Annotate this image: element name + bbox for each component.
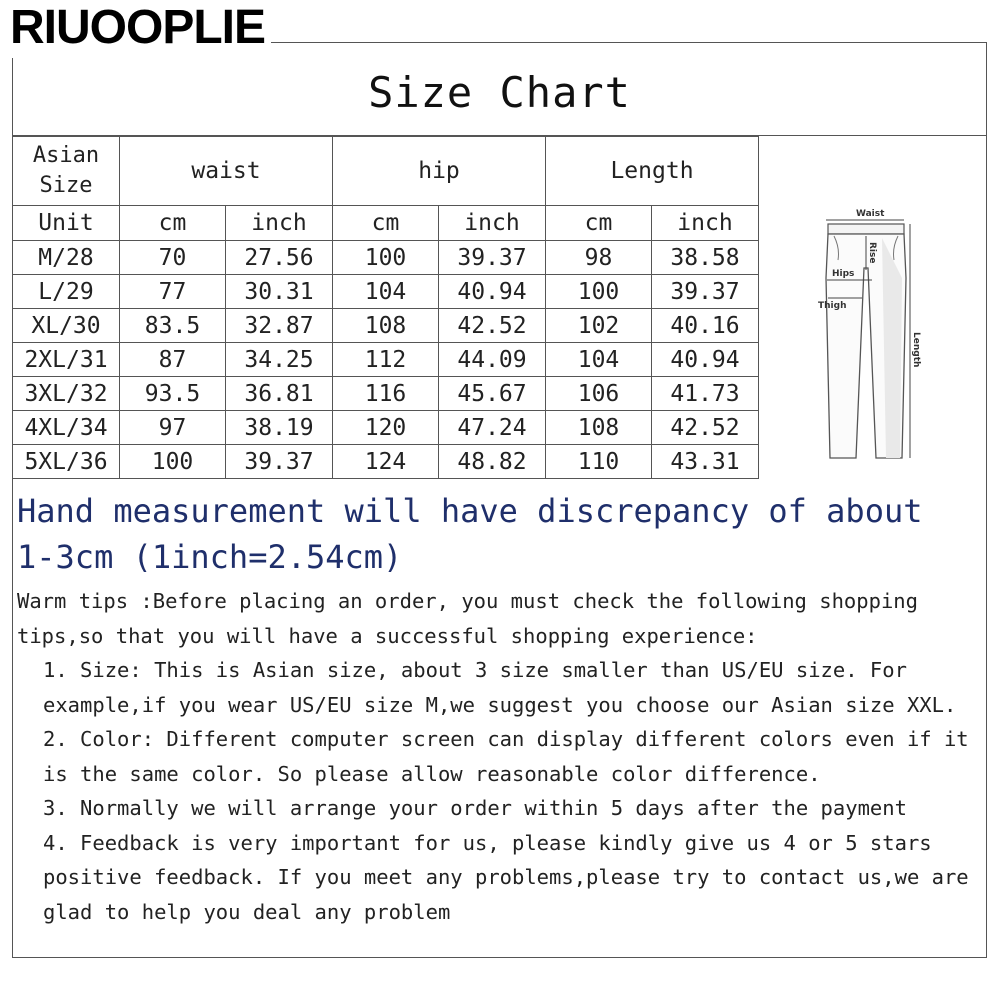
size-cell: 4XL/34 xyxy=(13,411,120,445)
value-cell: 104 xyxy=(546,343,652,377)
value-cell: 39.37 xyxy=(652,275,759,309)
size-cell: 3XL/32 xyxy=(13,377,120,411)
table-row xyxy=(13,309,759,343)
table-unit-row xyxy=(13,206,759,241)
value-cell: 34.25 xyxy=(226,343,333,377)
value-cell: 77 xyxy=(120,275,226,309)
value-cell: 38.19 xyxy=(226,411,333,445)
value-cell: 40.16 xyxy=(652,309,759,343)
value-cell: 108 xyxy=(546,411,652,445)
size-cell: 5XL/36 xyxy=(13,445,120,479)
unit-cell: cm xyxy=(120,206,226,241)
tip-feedback: 4. Feedback is very important for us, please kindly give us 4 or 5 stars positive feedback. If you meet any problems,please try to contact us,we are glad to help you deal any problem xyxy=(43,830,969,924)
value-cell: 47.24 xyxy=(439,411,546,445)
measurement-note: Hand measurement will have discrepancy of about 1-3cm (1inch=2.54cm) xyxy=(17,492,923,576)
tip-color: 2. Color: Different computer screen can display different colors even if it is the same color. So please allow reasonable color difference. xyxy=(43,727,969,786)
brand-logo: RIUOOPLIE xyxy=(10,0,271,58)
pants-diagram xyxy=(812,208,930,468)
value-cell: 93.5 xyxy=(120,377,226,411)
unit-cell: cm xyxy=(333,206,439,241)
size-cell: M/28 xyxy=(13,241,120,275)
size-cell: 2XL/31 xyxy=(13,343,120,377)
page-title: Size Chart xyxy=(12,42,987,136)
value-cell: 38.58 xyxy=(652,241,759,275)
size-cell: L/29 xyxy=(13,275,120,309)
value-cell: 48.82 xyxy=(439,445,546,479)
table-row xyxy=(13,411,759,445)
unit-cell: inch xyxy=(226,206,333,241)
value-cell: 70 xyxy=(120,241,226,275)
value-cell: 112 xyxy=(333,343,439,377)
hips-label: Hips xyxy=(832,269,855,279)
value-cell: 106 xyxy=(546,377,652,411)
tip-shipping: 3. Normally we will arrange your order within 5 days after the payment xyxy=(43,796,907,820)
value-cell: 100 xyxy=(546,275,652,309)
unit-cell: cm xyxy=(546,206,652,241)
value-cell: 40.94 xyxy=(652,343,759,377)
value-cell: 100 xyxy=(333,241,439,275)
value-cell: 97 xyxy=(120,411,226,445)
value-cell: 39.37 xyxy=(226,445,333,479)
value-cell: 42.52 xyxy=(652,411,759,445)
length-header: Length xyxy=(546,137,759,206)
size-cell: XL/30 xyxy=(13,309,120,343)
value-cell: 120 xyxy=(333,411,439,445)
asian-size-line2: Size xyxy=(39,173,93,198)
unit-label: Unit xyxy=(13,206,120,241)
waistband xyxy=(828,224,904,234)
table-header-row xyxy=(13,137,759,206)
tip-size: 1. Size: This is Asian size, about 3 size smaller than US/EU size. For example,if you wear US/EU size M,we suggest you choose our Asian size XXL. xyxy=(43,658,957,717)
value-cell: 42.52 xyxy=(439,309,546,343)
warm-tips xyxy=(17,584,982,929)
table-row xyxy=(13,445,759,479)
value-cell: 40.94 xyxy=(439,275,546,309)
asian-size-line1: Asian xyxy=(32,143,100,168)
value-cell: 98 xyxy=(546,241,652,275)
table-row xyxy=(13,343,759,377)
unit-cell: inch xyxy=(439,206,546,241)
value-cell: 39.37 xyxy=(439,241,546,275)
value-cell: 124 xyxy=(333,445,439,479)
waist-label: Waist xyxy=(856,209,885,219)
value-cell: 36.81 xyxy=(226,377,333,411)
size-table xyxy=(12,136,759,479)
value-cell: 100 xyxy=(120,445,226,479)
thigh-label: Thigh xyxy=(818,301,847,311)
hip-header: hip xyxy=(333,137,546,206)
value-cell: 108 xyxy=(333,309,439,343)
asian-size-header xyxy=(13,137,120,206)
length-label: Length xyxy=(911,332,921,368)
value-cell: 102 xyxy=(546,309,652,343)
value-cell: 30.31 xyxy=(226,275,333,309)
value-cell: 44.09 xyxy=(439,343,546,377)
value-cell: 41.73 xyxy=(652,377,759,411)
waist-header: waist xyxy=(120,137,333,206)
table-row xyxy=(13,377,759,411)
value-cell: 27.56 xyxy=(226,241,333,275)
value-cell: 104 xyxy=(333,275,439,309)
value-cell: 32.87 xyxy=(226,309,333,343)
value-cell: 87 xyxy=(120,343,226,377)
table-row xyxy=(13,241,759,275)
value-cell: 110 xyxy=(546,445,652,479)
table-row xyxy=(13,275,759,309)
value-cell: 83.5 xyxy=(120,309,226,343)
tips-intro: Warm tips :Before placing an order, you must check the following shopping tips,so that you will have a successful shopping experience: xyxy=(17,589,918,648)
value-cell: 116 xyxy=(333,377,439,411)
value-cell: 45.67 xyxy=(439,377,546,411)
rise-label: Rise xyxy=(867,242,877,264)
unit-cell: inch xyxy=(652,206,759,241)
value-cell: 43.31 xyxy=(652,445,759,479)
